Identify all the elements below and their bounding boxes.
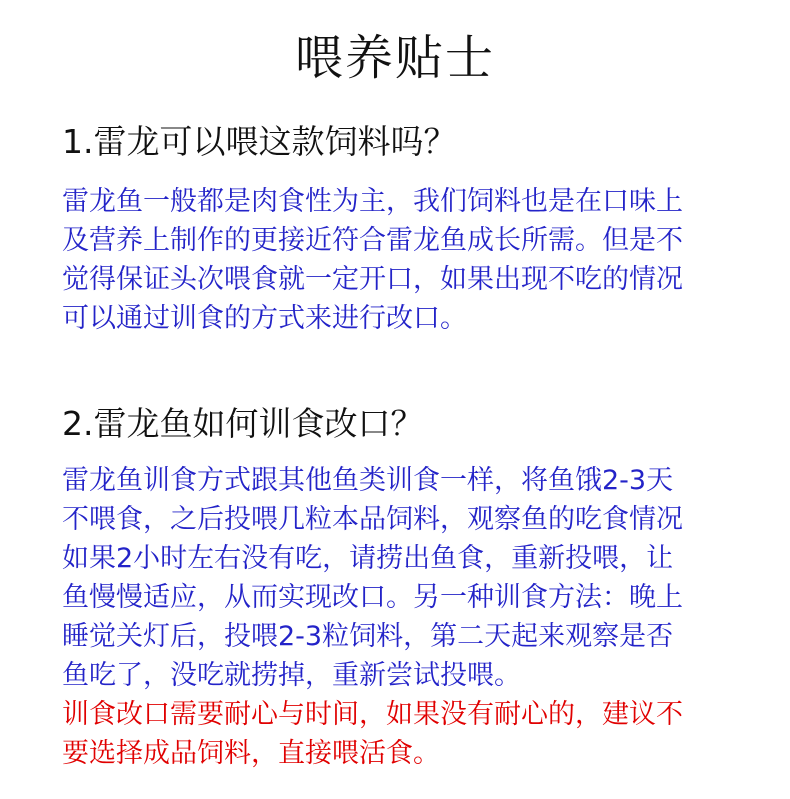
paragraph-line: 雷龙鱼训食方式跟其他鱼类训食一样，将鱼饿2-3天 — [62, 465, 674, 496]
warning-line: 训食改口需要耐心与时间，如果没有耐心的，建议不 — [62, 699, 683, 730]
paragraph-line: 觉得保证头次喂食就一定开口，如果出现不吃的情况 — [62, 264, 683, 295]
warning-line: 要选择成品饲料，直接喂活食。 — [62, 738, 440, 769]
page-title: 喂养贴士 — [294, 30, 495, 86]
paragraph-line: 可以通过训食的方式来进行改口。 — [62, 303, 467, 334]
section-1-heading: 1.雷龙可以喂这款饲料吗？ — [62, 122, 457, 161]
paragraph-line: 鱼慢慢适应，从而实现改口。另一种训食方法：晚上 — [62, 582, 683, 613]
paragraph-line: 不喂食，之后投喂几粒本品饲料，观察鱼的吃食情况 — [62, 504, 683, 535]
section-2-paragraph — [62, 461, 752, 773]
section-1-paragraph — [62, 182, 752, 338]
paragraph-line: 及营养上制作的更接近符合雷龙鱼成长所需。但是不 — [62, 225, 683, 256]
section-2-heading: 2.雷龙鱼如何训食改口？ — [62, 404, 424, 443]
paragraph-line: 雷龙鱼一般都是肉食性为主，我们饲料也是在口味上 — [62, 186, 683, 217]
paragraph-line: 睡觉关灯后，投喂2-3粒饲料，第二天起来观察是否 — [62, 621, 674, 652]
paragraph-line: 鱼吃了，没吃就捞掉，重新尝试投喂。 — [62, 660, 521, 691]
paragraph-line: 如果2小时左右没有吃，请捞出鱼食，重新投喂，让 — [62, 543, 674, 574]
